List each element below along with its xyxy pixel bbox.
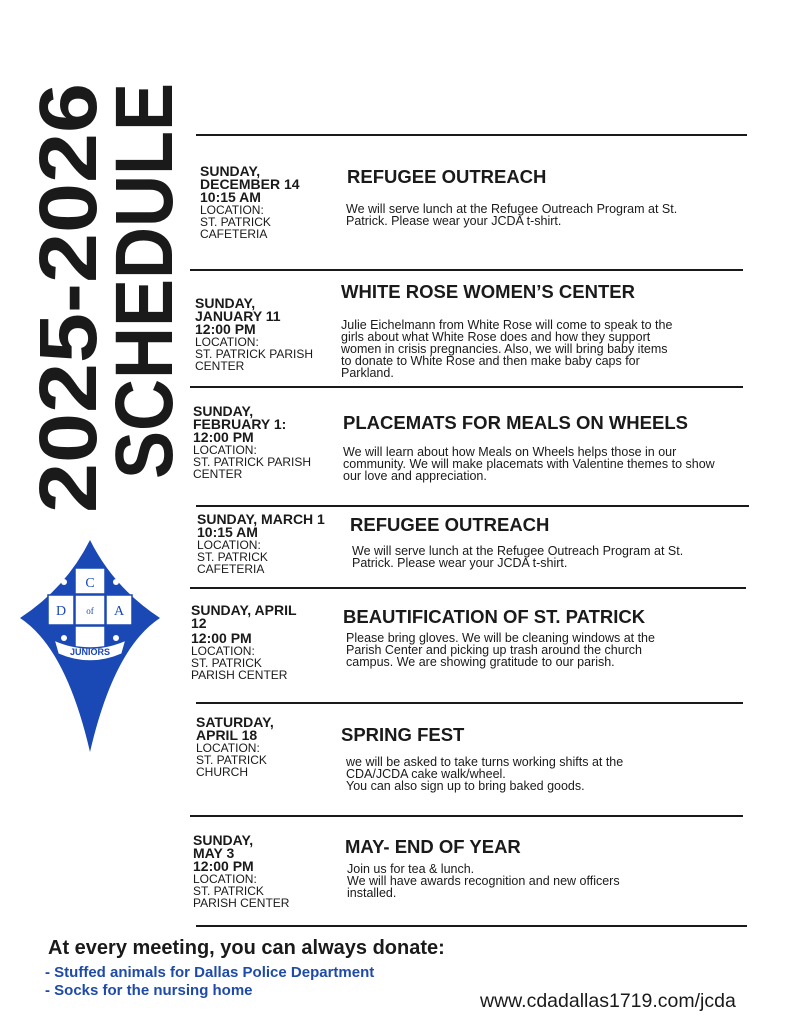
event-description-line: girls about what White Rose does and how they support: [341, 330, 651, 344]
logo-banner-text: JUNIORS: [69, 647, 111, 657]
event-title: PLACEMATS FOR MEALS ON WHEELS: [343, 412, 688, 433]
title-year: 2025-2026: [23, 120, 114, 513]
divider: [196, 925, 747, 927]
event-location-line2: CHURCH: [196, 765, 248, 779]
event-location-line2: CENTER: [195, 359, 245, 373]
event-date-block: [193, 405, 311, 480]
event-location: ST. PATRICK: [196, 753, 267, 767]
event-description-line: CDA/JCDA cake walk/wheel.: [346, 767, 506, 781]
event-description-line: We will serve lunch at the Refugee Outreach Program at St.: [352, 544, 684, 558]
divider: [196, 134, 747, 136]
event-description-line: You can also sign up to bring baked goods.: [346, 779, 585, 793]
event-location-label: LOCATION:: [193, 443, 257, 457]
event-date-line2: MAY 3: [193, 845, 235, 861]
logo-letter-a: A: [113, 604, 125, 619]
event-date: SUNDAY,: [200, 163, 261, 179]
event-description-line: Julie Eichelmann from White Rose will come to speak to the: [341, 318, 673, 332]
title-word: SCHEDULE: [99, 27, 190, 479]
event-time: 12:00 PM: [193, 858, 254, 874]
event-description: [352, 545, 683, 569]
logo-letter-c: C: [85, 576, 95, 591]
event-description-line: We will serve lunch at the Refugee Outreach Program at St.: [346, 202, 678, 216]
event-date: SUNDAY, MARCH 1: [197, 511, 325, 527]
event-location: ST. PATRICK: [200, 215, 271, 229]
schedule-title: [23, 27, 190, 518]
event-time: 10:15 AM: [200, 189, 261, 205]
event-location: ST. PATRICK PARISH: [193, 455, 312, 469]
event-description-line: we will be asked to take turns working shifts at the: [346, 755, 624, 769]
donate-heading: At every meeting, you can always donate:: [48, 937, 445, 959]
event-title: BEAUTIFICATION OF ST. PATRICK: [343, 606, 646, 627]
logo-letter-d: D: [55, 604, 67, 619]
event-description-line: to donate to White Rose and then make baby caps for: [341, 354, 640, 368]
event-description: [346, 756, 623, 792]
event-description-line: Parish Center and picking up trash around the church: [346, 643, 643, 657]
event-location: ST. PATRICK: [193, 884, 264, 898]
event-description-line: campus. We are showing gratitude to our parish.: [346, 655, 615, 669]
event-location-label: LOCATION:: [193, 872, 257, 886]
event-title: WHITE ROSE WOMEN’S CENTER: [341, 281, 635, 302]
event-description-line: our love and appreciation.: [343, 469, 487, 483]
event-description-line: Patrick. Please wear your JCDA t-shirt.: [352, 556, 568, 570]
event-date-line2: JANUARY 11: [195, 308, 281, 324]
event-location: ST. PATRICK: [191, 656, 262, 670]
event-time: 12:00 PM: [191, 630, 252, 646]
divider: [190, 587, 746, 589]
event-date-block: [197, 513, 325, 575]
event-description: [341, 319, 672, 379]
divider: [190, 815, 743, 817]
event-description-line: Parkland.: [341, 366, 394, 380]
event-date-line2: FEBRUARY 1:: [193, 416, 287, 432]
cda-juniors-logo: [18, 538, 162, 754]
event-description-line: Please bring gloves. We will be cleaning windows at the: [346, 631, 655, 645]
event-location-line2: CAFETERIA: [197, 562, 265, 576]
donate-item: - Socks for the nursing home: [45, 982, 253, 999]
event-date-line2: DECEMBER 14: [200, 176, 300, 192]
event-description-line: installed.: [347, 886, 397, 900]
event-date: SUNDAY,: [193, 832, 254, 848]
event-description-line: We will have awards recognition and new officers: [347, 874, 620, 888]
event-time: 10:15 AM: [197, 524, 258, 540]
event-location-line2: CENTER: [193, 467, 243, 481]
event-date: SUNDAY,: [193, 403, 254, 419]
event-date: SUNDAY, APRIL: [191, 602, 297, 618]
event-location-line2: PARISH CENTER: [191, 668, 288, 682]
event-date-block: [195, 297, 313, 372]
divider: [190, 386, 743, 388]
event-location-label: LOCATION:: [196, 741, 260, 755]
event-time: 12:00 PM: [195, 321, 256, 337]
event-location-label: LOCATION:: [197, 538, 261, 552]
event-date: SUNDAY,: [195, 295, 256, 311]
event-description: [347, 863, 620, 899]
event-description-line: Patrick. Please wear your JCDA t-shirt.: [346, 214, 562, 228]
event-title: REFUGEE OUTREACH: [350, 514, 550, 535]
event-location: ST. PATRICK: [197, 550, 268, 564]
event-title: MAY- END OF YEAR: [345, 836, 521, 857]
event-date-block: [193, 834, 289, 909]
event-description-line: We will learn about how Meals on Wheels helps those in our: [343, 445, 677, 459]
event-location-line2: PARISH CENTER: [193, 896, 290, 910]
event-location-label: LOCATION:: [195, 335, 259, 349]
logo-letter-of: of: [86, 606, 94, 616]
event-time: 12:00 PM: [193, 429, 254, 445]
event-date-block: [191, 604, 297, 681]
event-description-line: community. We will make placemats with Valentine themes to show: [343, 457, 715, 471]
website-url[interactable]: www.cdadallas1719.com/jcda: [480, 990, 736, 1012]
event-description-line: women in crisis pregnancies. Also, we will bring baby items: [341, 342, 668, 356]
divider: [190, 269, 743, 271]
event-description: [346, 203, 677, 227]
event-title: SPRING FEST: [341, 724, 465, 745]
event-description: [343, 446, 715, 482]
event-date: SATURDAY,: [196, 714, 274, 730]
event-location-line2: CAFETERIA: [200, 227, 268, 241]
divider: [196, 505, 749, 507]
divider: [196, 702, 743, 704]
event-date-line2: 12: [191, 615, 207, 631]
event-description-line: Join us for tea & lunch.: [347, 862, 475, 876]
event-location: ST. PATRICK PARISH: [195, 347, 314, 361]
event-date-block: [200, 165, 300, 240]
event-date-line2: APRIL 18: [196, 727, 258, 743]
event-description: [346, 632, 655, 668]
event-location-label: LOCATION:: [200, 203, 264, 217]
event-location-label: LOCATION:: [191, 644, 255, 658]
donate-item: - Stuffed animals for Dallas Police Department: [45, 964, 375, 981]
event-title: REFUGEE OUTREACH: [347, 166, 547, 187]
event-date-block: [196, 716, 274, 778]
